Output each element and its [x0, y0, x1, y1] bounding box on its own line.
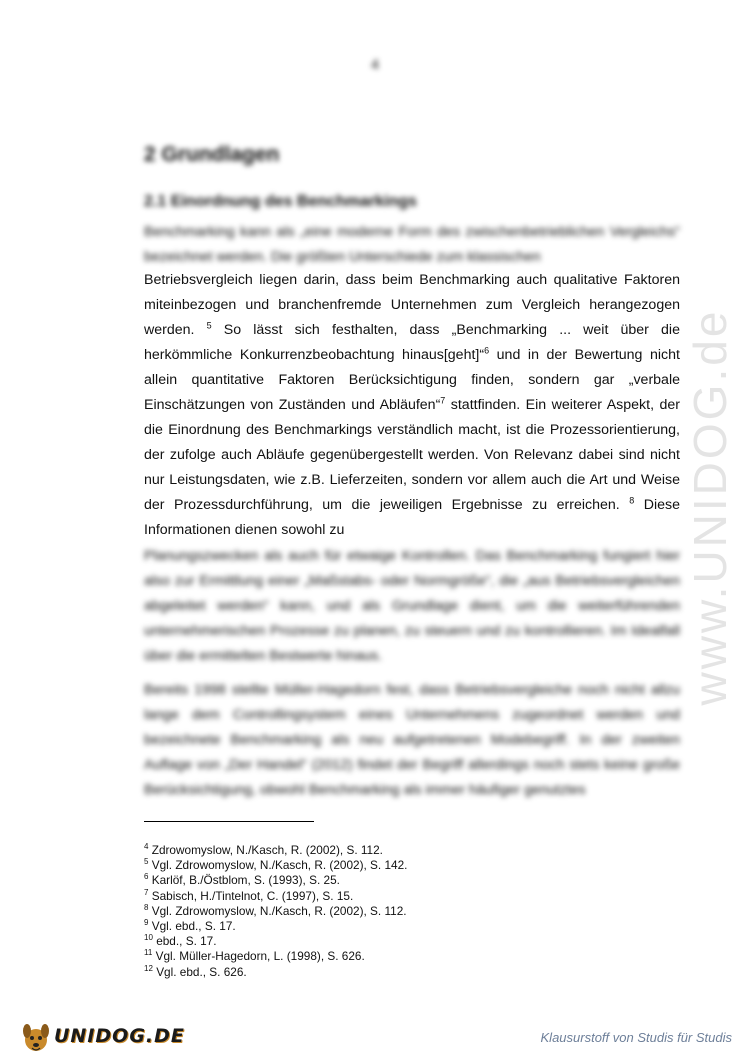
footnote: $^9$ Vgl. ebd., S. 17.: [144, 918, 236, 934]
paragraph-blurred-top: Benchmarking kann als „eine moderne Form des zwischenbetrieblichen Vergleichs“ bezeichnet werden. Die größten Unterschiede zum klassischen: [144, 224, 680, 265]
chapter-heading: 2 Grundlagen: [144, 143, 280, 166]
footnote-separator: [144, 821, 314, 822]
paragraph-blurred-bottom: Planungszwecken als auch für etwaige Kontrollen. Das Benchmarking fungiert hier also zur Ermittlung einer „Maßstabs- oder Normgröße“, die „aus Betriebsvergleichen abgeleitet werden“ kann, und als Grundlage dient, um die weiterführenden unternehmerischen Prozesse zu planen, zu steuern und zu kontrollieren. Im Idealfall über die ermittelten Bestwerte hinaus.: [144, 548, 680, 664]
watermark: www.UNIDOG.de: [684, 308, 736, 706]
footnotes: [144, 843, 407, 980]
footnote: $^4$ Zdrowomyslow, N./Kasch, R. (2002), S. 112.: [144, 842, 383, 857]
section-heading: 2.1 Einordnung des Benchmarkings: [144, 193, 417, 210]
footnote: $^{10}$ ebd., S. 17.: [144, 933, 217, 949]
logo-text: UNIDOG.DE: [54, 1025, 185, 1047]
footnote: $^6$ Karlöf, B./Östblom, S. (1993), S. 25.: [144, 872, 340, 888]
dog-icon: [20, 1018, 52, 1054]
paragraph-clear: Betriebsvergleich liegen darin, dass beim Benchmarking auch qualitative Faktoren miteinbezogen und branchenfremde Unternehmen zum Vergleich herangezogen werden. $^5$ So lässt sich festhalten, dass „Benchmarking ... weit über die herkömmliche Konkurrenzbeobachtung hinaus[geht]“$^6$ und in der Bewertung nicht allein quantitative Faktoren Berücksichtigung finden, sondern gar „verbale Einschätzungen von Zuständen und Abläufen“$^7$ stattfinden. Ein weiterer Aspekt, der die Einordnung des Benchmarkings verständlich macht, ist die Prozessorientierung, der zufolge auch Abläufe gegenübergestellt werden. Von Relevanz dabei sind nicht nur Leistungsdaten, wie z.B. Lieferzeiten, sondern vor allem auch die Art und Weise der Prozessdurchführung, um die jeweiligen Ergebnisse zu erreichen. $^8$ Diese Informationen dienen sowohl zu: [144, 272, 680, 538]
footnote-ref-8: 8: [629, 495, 635, 506]
footnote: $^{12}$ Vgl. ebd., S. 626.: [144, 963, 247, 979]
footnote: $^7$ Sabisch, H./Tintelnot, C. (1997), S. 15.: [144, 887, 354, 903]
footnote: $^8$ Vgl. Zdrowomyslow, N./Kasch, R. (2002), S. 112.: [144, 902, 407, 918]
footnote-ref-6: 6: [484, 345, 490, 356]
footnote: $^5$ Vgl. Zdrowomyslow, N./Kasch, R. (2002), S. 142.: [144, 857, 408, 873]
footnote-ref-5: 5: [206, 320, 212, 331]
footnote-ref-7: 7: [440, 395, 446, 406]
page-number: 4: [371, 56, 379, 72]
footnote: $^{11}$ Vgl. Müller-Hagedorn, L. (1998), S. 626.: [144, 948, 365, 964]
tagline: Klausurstoff von Studis für Studis: [540, 1030, 732, 1045]
unidog-logo[interactable]: [20, 1016, 185, 1056]
paragraph-blurred-last: Bereits 1998 stellte Müller-Hagedorn fest, dass Betriebsvergleiche noch nicht allzu lange dem Controllingsystem eines Unternehmens zugeordnet werden und bezeichnete Benchmarking als neu aufgetretenen Modebegriff. In der zweiten Auflage von „Der Handel“ (2012) findet der Begriff allerdings noch stets keine große Berücksichtigung, obwohl Benchmarking als immer häufiger genutztes: [144, 682, 680, 798]
